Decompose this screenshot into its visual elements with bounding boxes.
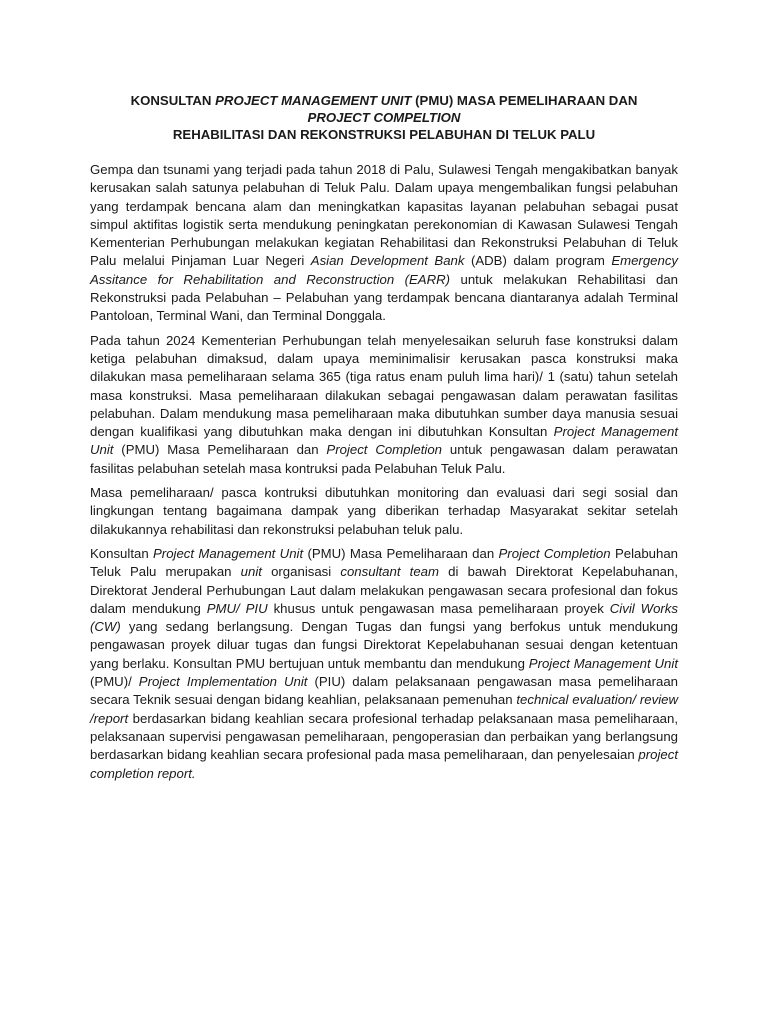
paragraph-1	[90, 161, 678, 326]
text-run: organisasi	[261, 564, 341, 580]
text-run: untuk melakukan Rehabilitasi dan Rekonstruksi pada Pelabuhan – Pelabuhan yang terdampak bencana diantaranya adalah Terminal Pantoloan, Terminal Wani, dan Terminal Donggala.	[90, 271, 678, 324]
document-body	[90, 161, 678, 783]
text-run: yang sedang berlangsung. Dengan Tugas dan fungsi yang berfokus untuk mendukung pengawasan proyek diluar tugas dan fungsi Direktorat Kepelabuhanan sesuai dengan ketentuan yang berlaku. Konsultan PMU bertujuan untuk membantu dan mendukung	[90, 619, 678, 671]
text-run: REHABILITASI DAN REKONSTRUKSI PELABUHAN DI TELUK PALU	[172, 127, 596, 142]
italic-text-run: Project Completion	[498, 545, 611, 561]
text-run: Pelabuhan Teluk Palu merupakan	[90, 545, 679, 580]
italic-text-run: technical evaluation/ review /report	[90, 692, 678, 726]
text-run: Gempa dan tsunami yang terjadi pada tahun 2018 di Palu, Sulawesi Tengah mengakibatkan banyak kerusakan salah satunya pelabuhan di Teluk Palu. Dalam upaya mengembalikan fungsi pelabuhan yang terdampak bencana alam dan meningkatkan kapasitas layanan pelabuhan sebagai pusat simpul aktifitas logistik serta mendukung peningkatan perekonomian di Kawasan Sulawesi Tengah Kementerian Perhubungan melakukan kegiatan Rehabilitasi dan Rekonstruksi Pelabuhan di Teluk Palu melalui Pinjaman Luar Negeri	[90, 162, 678, 269]
italic-text-run: consultant team	[340, 564, 439, 580]
paragraph-4	[90, 545, 678, 783]
text-run: di bawah Direktorat Kepelabuhanan, Direktorat Jenderal Perhubungan Laut dalam melakukan pengawasan secara profesional dan fokus dalam mendukung	[90, 564, 678, 616]
document-title	[90, 92, 678, 143]
italic-text-run: Project Management Unit	[528, 655, 678, 671]
italic-text-run: project completion report.	[90, 747, 678, 781]
text-run: Masa pemeliharaan/ pasca kontruksi dibutuhkan monitoring dan evaluasi dari segi sosial dan lingkungan tentang bagaimana dampak yang diberikan terhadap Masyarakat sekitar setelah dilakukannya rehabilitasi dan rekonstruksi pelabuhan teluk palu.	[90, 485, 678, 537]
text-run: Pada tahun 2024 Kementerian Perhubungan telah menyelesaikan seluruh fase konstruksi dalam ketiga pelabuhan dimaksud, dalam upaya meminimalisir kerusakan pasca konstruksi maka dilakukan masa pemeliharaan selama 365 (tiga ratus enam puluh lima hari)/ 1 (satu) tahun setelah masa konstruksi. Masa pemeliharaan dilakukan sebagai pengawasan dalam perawatan fasilitas pelabuhan. Dalam mendukung masa pemeliharaan maka dibutuhkan sumber daya manusia sesuai dengan kualifikasi yang dibutuhkan maka dengan ini dibutuhkan Konsultan	[90, 332, 678, 440]
italic-text-run: Asian Development Bank	[310, 253, 465, 269]
title-line-1	[90, 92, 678, 109]
italic-text-run: PROJECT MANAGEMENT UNIT	[215, 93, 412, 108]
italic-text-run: PMU/ PIU	[206, 600, 268, 616]
paragraph-3	[90, 484, 678, 539]
italic-text-run: unit	[240, 564, 262, 580]
text-run: (ADB) dalam program	[464, 253, 612, 269]
title-line-2	[90, 109, 678, 126]
italic-text-run: Civil Works (CW)	[90, 600, 678, 635]
text-run: berdasarkan bidang keahlian secara profesional terhadap pelaksanaan masa pemeliharaan, pelaksanaan supervisi pengawasan pemeliharaan, pengoperasian dan perbaikan yang berlangsung berdasarkan bidang keahlian secara profesional pada masa pemeliharaan, dan penyelesaian	[90, 710, 678, 763]
italic-text-run: Project Implementation Unit	[138, 674, 308, 690]
italic-text-run: Project Completion	[326, 442, 443, 458]
italic-text-run: Project Management Unit	[153, 545, 304, 561]
title-line-3	[90, 126, 678, 143]
text-run: (PIU) dalam pelaksanaan pengawasan masa pemeliharaan secara Teknik sesuai dengan bidang keahlian, pelaksanaan pemenuhan	[90, 674, 678, 708]
text-run: KONSULTAN	[130, 93, 216, 108]
document-page	[90, 92, 678, 783]
text-run: (PMU)/	[90, 674, 139, 690]
text-run: untuk pengawasan dalam perawatan fasilitas pelabuhan setelah masa kontruksi pada Pelabuhan Teluk Palu.	[90, 442, 678, 476]
text-run: khusus untuk pengawasan masa pemeliharaan proyek	[267, 600, 610, 616]
text-run: (PMU) Masa Pemeliharaan dan	[113, 442, 327, 458]
text-run: Konsultan	[90, 545, 153, 561]
italic-text-run: Emergency Assitance for Rehabilitation and Reconstruction (EARR)	[90, 253, 679, 287]
text-run: (PMU) MASA PEMELIHARAAN DAN	[411, 93, 638, 108]
text-run: (PMU) Masa Pemeliharaan dan	[303, 545, 499, 561]
paragraph-2	[90, 332, 678, 478]
italic-text-run: PROJECT COMPELTION	[307, 110, 461, 125]
italic-text-run: Project Management Unit	[90, 424, 678, 458]
